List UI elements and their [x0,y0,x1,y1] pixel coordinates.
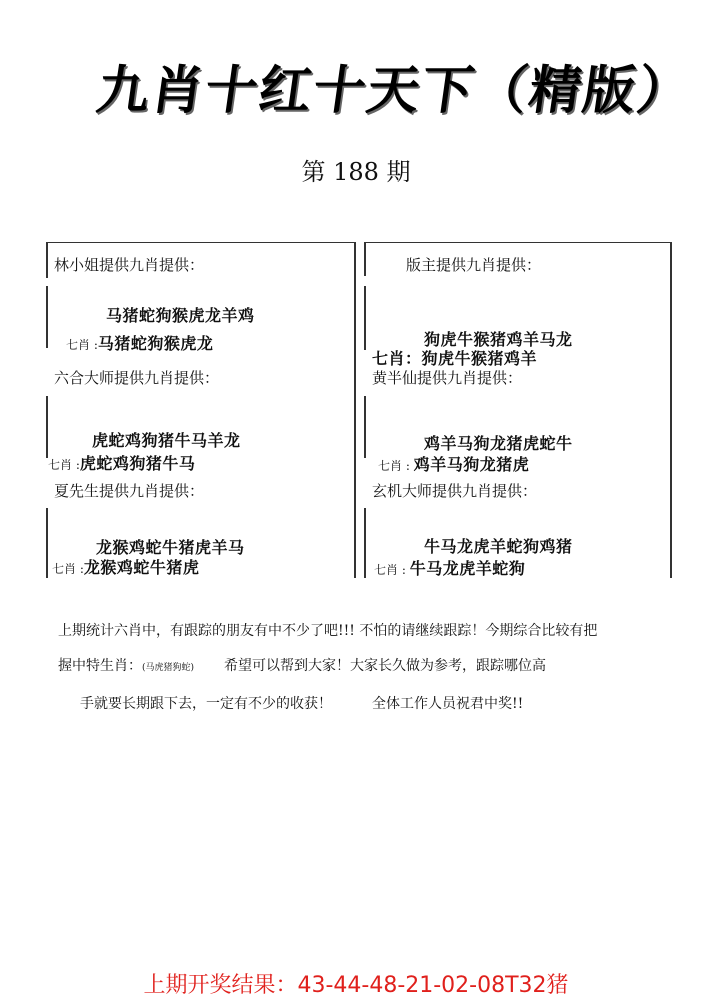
seven-label: 七肖 [372,349,406,368]
seven-zodiac: 马猪蛇狗猴虎龙 [97,334,214,353]
seven-label: 七肖 [378,459,403,473]
divider [364,508,366,578]
seven-zodiac: 鸡羊马狗龙猪虎 [413,455,530,474]
divider [46,396,48,458]
seven-label: 七肖 [52,562,77,576]
left-top-border [46,242,356,243]
notice-line-2b: 希望可以帮到大家！大家长久做为参考，跟踪哪位高 [224,658,547,674]
last-draw-result: 上期开奖结果：43-44-48-21-02-08T32猪 [143,973,569,998]
seven-zodiac-row: 七肖 :马猪蛇狗猴虎龙 [66,334,214,353]
provider-name: 黄半仙提供九肖提供： [372,371,523,387]
divider [364,242,366,276]
seven-label: 七肖 [374,563,399,577]
divider [46,242,48,278]
provider-name: 林小姐提供九肖提供： [54,258,205,274]
seven-zodiac-row: 七肖 :龙猴鸡蛇牛猪虎 [52,558,200,577]
divider [354,242,356,578]
seven-zodiac-row: 七肖 : 鸡羊马狗龙猪虎 [378,455,530,474]
divider [670,242,672,578]
seven-zodiac-row: 七肖 : 牛马龙虎羊蛇狗 [374,559,526,578]
seven-zodiac: 狗虎牛猴猪鸡羊 [421,349,538,368]
seven-zodiac: 龙猴鸡蛇牛猪虎 [83,558,200,577]
provider-name: 版主提供九肖提供： [406,258,542,274]
notice-line-3a: 手就要长期跟下去，一定有不少的收获！ [80,696,332,712]
right-top-border [364,242,672,243]
nine-zodiac: 鸡羊马狗龙猪虎蛇牛 [424,434,573,453]
issue-number: 第 188 期 [301,158,411,186]
nine-zodiac: 马猪蛇狗猴虎龙羊鸡 [106,306,255,325]
notice-zodiac-hint: (马虎猪狗蛇) [142,663,195,673]
notice-line-1: 上期统计六肖中，有跟踪的朋友有中不少了吧!!! 不怕的请继续跟踪！今期综合比较有把 [58,623,598,639]
seven-zodiac-row: 七肖 :虎蛇鸡狗猪牛马 [48,454,196,473]
seven-zodiac-row: 七肖：狗虎牛猴猪鸡羊 [372,349,538,368]
nine-zodiac: 狗虎牛猴猪鸡羊马龙 [424,330,573,349]
nine-zodiac: 龙猴鸡蛇牛猪虎羊马 [96,538,245,557]
divider [46,286,48,348]
divider [46,508,48,578]
divider [364,286,366,350]
notice-line-3b: 全体工作人员祝君中奖!! [372,696,524,712]
seven-zodiac: 牛马龙虎羊蛇狗 [409,559,526,578]
seven-zodiac: 虎蛇鸡狗猪牛马 [79,454,196,473]
provider-name: 六合大师提供九肖提供： [54,371,220,387]
nine-zodiac: 牛马龙虎羊蛇狗鸡猪 [424,537,573,556]
notice-line-3 [80,693,523,713]
seven-label: 七肖 [66,338,91,352]
provider-name: 夏先生提供九肖提供： [54,484,205,500]
nine-zodiac: 虎蛇鸡狗猪牛马羊龙 [92,431,241,450]
divider [364,396,366,458]
provider-name: 玄机大师提供九肖提供： [372,484,538,500]
page-title: 九肖十红十天下（精版） [93,61,696,121]
notice-line-2 [58,655,546,675]
notice-line-2a: 握中特生肖： [58,658,142,674]
seven-label: 七肖 [48,458,73,472]
